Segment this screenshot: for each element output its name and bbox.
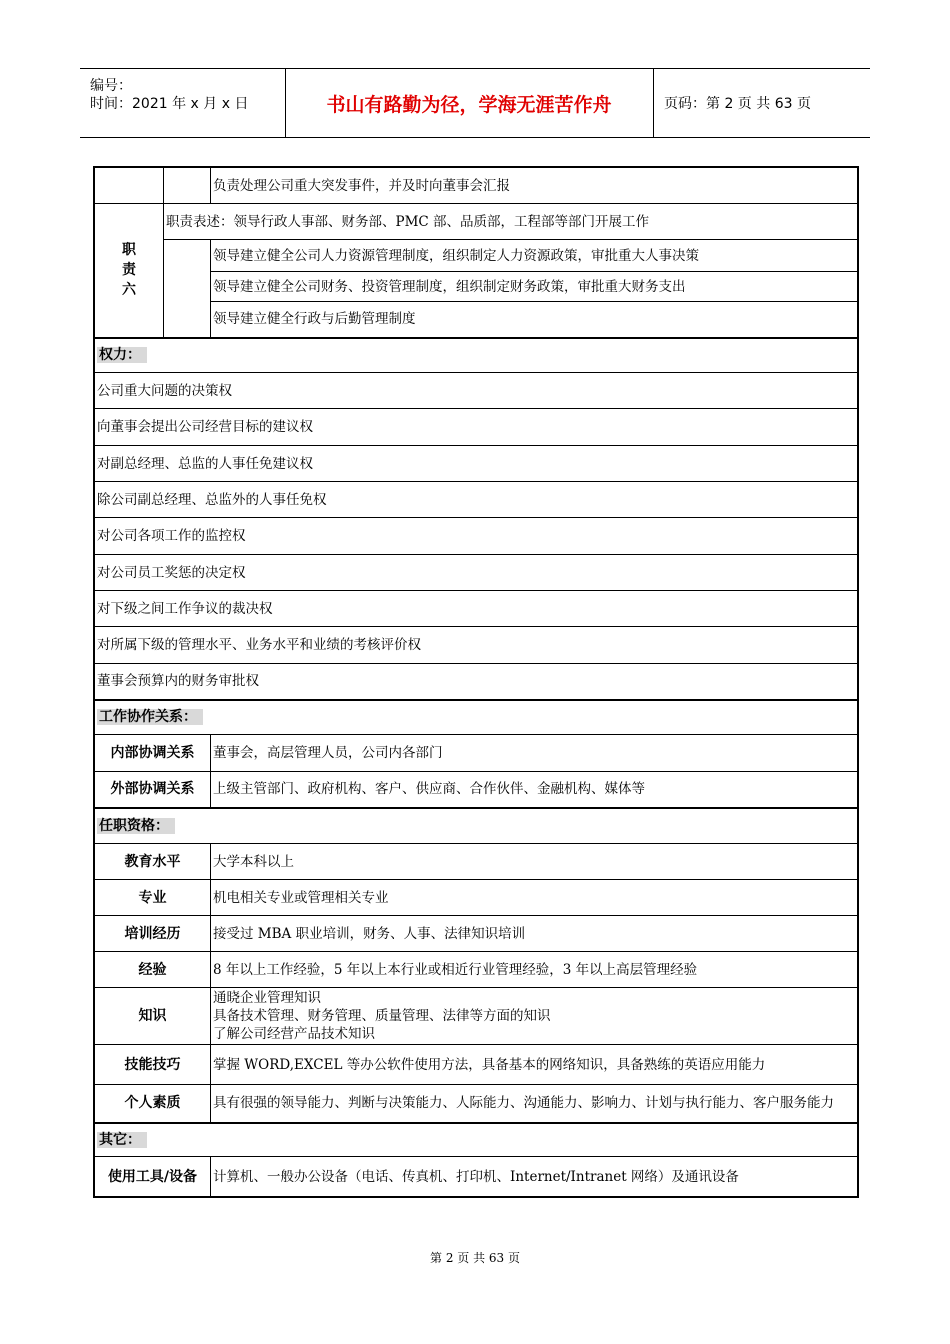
power-row bbox=[95, 591, 858, 627]
knowledge-value bbox=[211, 988, 858, 1045]
quality-value: 具有很强的领导能力、判断与决策能力、人际能力、沟通能力、影响力、计划与执行能力、客户服务能力 bbox=[211, 1085, 858, 1123]
external-value: 上级主管部门、政府机构、客户、供应商、合作伙伴、金融机构、媒体等 bbox=[211, 772, 858, 808]
tools-value: 计算机、一般办公设备（电话、传真机、打印机、Internet/Intranet 网络）及通讯设备 bbox=[211, 1157, 858, 1197]
power-item: 对副总经理、总监的人事任免建议权 bbox=[95, 446, 858, 482]
internal-value: 董事会，高层管理人员，公司内各部门 bbox=[211, 735, 858, 772]
header-page-info: 页码：第 2 页 共 63 页 bbox=[664, 96, 811, 112]
power-item: 公司重大问题的决策权 bbox=[95, 373, 858, 409]
qualification-row bbox=[95, 844, 858, 880]
qualification-row bbox=[95, 916, 858, 952]
qualification-row bbox=[95, 880, 858, 916]
power-item: 对公司各项工作的监控权 bbox=[95, 518, 858, 555]
external-label: 外部协调关系 bbox=[95, 772, 211, 808]
power-row bbox=[95, 373, 858, 409]
date-label: 时间：2021 年 x 月 x 日 bbox=[90, 96, 249, 112]
skills-label: 技能技巧 bbox=[95, 1045, 211, 1085]
relation-row-external bbox=[95, 772, 858, 808]
power-item: 董事会预算内的财务审批权 bbox=[95, 664, 858, 700]
internal-label: 内部协调关系 bbox=[95, 735, 211, 772]
relations-title: 工作协作关系： bbox=[97, 709, 203, 725]
header-motto: 书山有路勤为径，学海无涯苦作舟 bbox=[285, 69, 654, 137]
qualification-value: 8 年以上工作经验，5 年以上本行业或相近行业管理经验，3 年以上高层管理经验 bbox=[211, 952, 858, 988]
knowledge-label: 知识 bbox=[95, 988, 211, 1045]
duty6-statement-row bbox=[95, 204, 858, 240]
duty-row bbox=[95, 240, 858, 272]
power-row bbox=[95, 409, 858, 446]
tools-row bbox=[95, 1157, 858, 1197]
power-row bbox=[95, 518, 858, 555]
duty-item: 负责处理公司重大突发事件，并及时向董事会汇报 bbox=[211, 168, 858, 204]
duty-item: 领导建立健全公司财务、投资管理制度，组织制定财务政策，审批重大财务支出 bbox=[211, 272, 858, 302]
power-row bbox=[95, 482, 858, 518]
page-footer: 第 2 页 共 63 页 bbox=[430, 1251, 520, 1265]
knowledge-line: 了解公司经营产品技术知识 bbox=[213, 1026, 375, 1042]
section-header-relations bbox=[95, 700, 858, 735]
knowledge-line: 具备技术管理、财务管理、质量管理、法律等方面的知识 bbox=[213, 1008, 551, 1024]
header-meta-cell bbox=[80, 69, 286, 137]
qualification-row-quality bbox=[95, 1085, 858, 1123]
qualification-label: 教育水平 bbox=[95, 844, 211, 880]
powers-title: 权力： bbox=[97, 347, 147, 363]
power-row bbox=[95, 664, 858, 700]
knowledge-line: 通晓企业管理知识 bbox=[213, 990, 321, 1006]
qualification-value: 机电相关专业或管理相关专业 bbox=[211, 880, 858, 916]
duty6-label: 职 责 六 bbox=[95, 204, 164, 338]
qualification-label: 专业 bbox=[95, 880, 211, 916]
section-header-powers bbox=[95, 338, 858, 373]
duty-row bbox=[95, 168, 858, 204]
tools-label: 使用工具/设备 bbox=[95, 1157, 211, 1197]
power-row bbox=[95, 555, 858, 591]
quality-label: 个人素质 bbox=[95, 1085, 211, 1123]
power-item: 除公司副总经理、总监外的人事任免权 bbox=[95, 482, 858, 518]
power-row bbox=[95, 627, 858, 664]
section-header-other bbox=[95, 1123, 858, 1157]
page-header bbox=[80, 68, 870, 138]
job-description-table bbox=[93, 166, 859, 1198]
skills-value: 掌握 WORD,EXCEL 等办公软件使用方法，具备基本的网络知识，具备熟练的英语应用能力 bbox=[211, 1045, 858, 1085]
power-item: 对公司员工奖惩的决定权 bbox=[95, 555, 858, 591]
other-title: 其它： bbox=[97, 1132, 147, 1148]
power-item: 向董事会提出公司经营目标的建议权 bbox=[95, 409, 858, 446]
relation-row-internal bbox=[95, 735, 858, 772]
qualification-label: 培训经历 bbox=[95, 916, 211, 952]
power-item: 对下级之间工作争议的裁决权 bbox=[95, 591, 858, 627]
qualification-row-knowledge bbox=[95, 988, 858, 1045]
qualification-value: 大学本科以上 bbox=[211, 844, 858, 880]
qualification-row-skills bbox=[95, 1045, 858, 1085]
power-row bbox=[95, 446, 858, 482]
power-item: 对所属下级的管理水平、业务水平和业绩的考核评价权 bbox=[95, 627, 858, 664]
duty-item: 领导建立健全行政与后勤管理制度 bbox=[211, 302, 858, 338]
section-header-qualifications bbox=[95, 808, 858, 844]
duty6-statement: 职责表述：领导行政人事部、财务部、PMC 部、品质部，工程部等部门开展工作 bbox=[164, 204, 858, 240]
qualification-row bbox=[95, 952, 858, 988]
qualification-label: 经验 bbox=[95, 952, 211, 988]
number-label: 编号： bbox=[90, 78, 132, 94]
qualifications-title: 任职资格： bbox=[97, 818, 175, 834]
qualification-value: 接受过 MBA 职业培训，财务、人事、法律知识培训 bbox=[211, 916, 858, 952]
duty-item: 领导建立健全公司人力资源管理制度，组织制定人力资源政策，审批重大人事决策 bbox=[211, 240, 858, 272]
